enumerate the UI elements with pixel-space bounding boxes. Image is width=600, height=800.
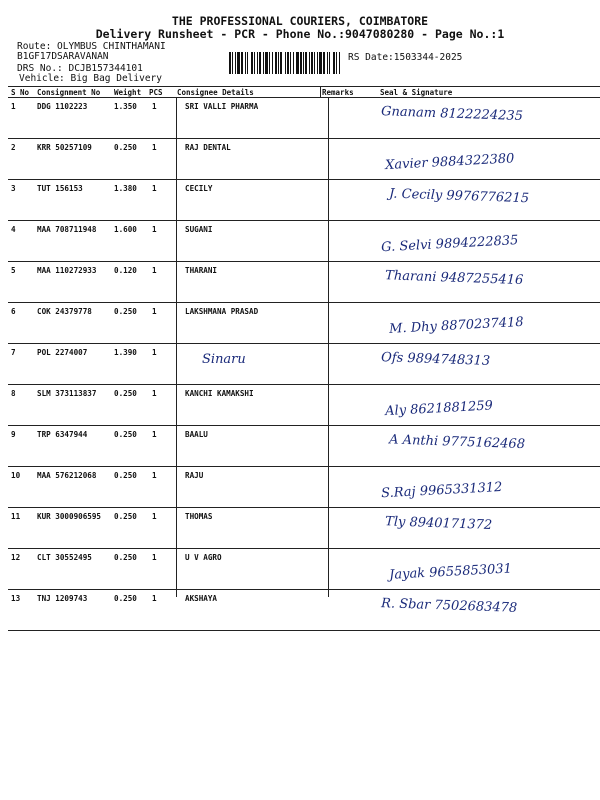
cell-sno: 5 xyxy=(11,266,16,275)
cell-pcs: 1 xyxy=(152,307,157,316)
barcode-image xyxy=(229,52,341,74)
signature-image xyxy=(363,262,600,302)
company-title: THE PROFESSIONAL COURIERS, COIMBATORE xyxy=(171,14,429,28)
signature-image xyxy=(363,98,600,138)
cell-pcs: 1 xyxy=(152,143,157,152)
cell-consignee: SRI VALLI PHARMA xyxy=(185,102,259,111)
svg-text:Jayak 9655853031: Jayak 9655853031 xyxy=(388,561,513,583)
cell-consignment: KRR 50257109 xyxy=(37,143,92,152)
barcode-bar xyxy=(265,52,268,74)
barcode-bar xyxy=(247,52,248,74)
cell-consignment: TNJ 1209743 xyxy=(37,594,88,603)
col-header-weight: Weight xyxy=(114,88,142,97)
barcode-bar xyxy=(285,52,286,74)
table-row xyxy=(8,98,600,139)
barcode-bar xyxy=(272,52,273,74)
cell-pcs: 1 xyxy=(152,471,157,480)
table-row xyxy=(8,426,600,467)
svg-text:Xavier 9884322380: Xavier 9884322380 xyxy=(384,151,515,174)
table-row xyxy=(8,303,600,344)
cell-weight: 1.380 xyxy=(114,184,137,193)
cell-consignment: CLT 30552495 xyxy=(37,553,92,562)
svg-text:Tharani 9487255416: Tharani 9487255416 xyxy=(384,268,524,289)
cell-sno: 3 xyxy=(11,184,16,193)
cell-pcs: 1 xyxy=(152,389,157,398)
signature-image xyxy=(363,549,600,589)
table-row xyxy=(8,590,600,631)
barcode-bar xyxy=(237,52,240,74)
barcode-bar xyxy=(263,52,264,74)
vehicle-label: Vehicle: Big Bag Delivery xyxy=(19,73,162,84)
barcode-bar xyxy=(300,52,302,74)
cell-sno: 11 xyxy=(11,512,21,521)
barcode-bar xyxy=(329,52,330,74)
svg-text:Sinaru: Sinaru xyxy=(202,352,246,367)
cell-consignee: SUGANI xyxy=(185,225,213,234)
cell-weight: 0.250 xyxy=(114,471,137,480)
cell-sno: 4 xyxy=(11,225,16,234)
signature-image xyxy=(363,139,600,179)
cell-weight: 0.250 xyxy=(114,307,137,316)
cell-pcs: 1 xyxy=(152,225,157,234)
cell-weight: 0.250 xyxy=(114,143,137,152)
barcode-bar xyxy=(339,52,340,74)
barcode-bar xyxy=(333,52,335,74)
table-row xyxy=(8,385,600,426)
table-row xyxy=(8,549,600,590)
svg-text:R. Sbar 7502683478: R. Sbar 7502683478 xyxy=(380,596,518,616)
col-header-pcs: PCS xyxy=(149,88,163,97)
svg-text:A Anthi 9775162468: A Anthi 9775162468 xyxy=(388,432,526,453)
cell-pcs: 1 xyxy=(152,348,157,357)
barcode-bar xyxy=(323,52,325,74)
barcode-bar xyxy=(229,52,231,74)
cell-weight: 0.120 xyxy=(114,266,137,275)
cell-pcs: 1 xyxy=(152,512,157,521)
signature-image xyxy=(363,221,600,261)
svg-text:S.Raj 9965331312: S.Raj 9965331312 xyxy=(380,479,503,502)
barcode-bar xyxy=(235,52,236,74)
barcode-bar xyxy=(317,52,318,74)
runsheet-subtitle: Delivery Runsheet - PCR - Phone No.:9047080280 - Page No.:1 xyxy=(95,27,505,41)
cell-consignee: RAJ DENTAL xyxy=(185,143,231,152)
barcode-bar xyxy=(336,52,337,74)
signature-image xyxy=(363,385,600,425)
svg-text:Aly 8621881259: Aly 8621881259 xyxy=(384,398,494,420)
barcode-bar xyxy=(232,52,233,74)
cell-sno: 8 xyxy=(11,389,16,398)
cell-weight: 0.250 xyxy=(114,389,137,398)
barcode-bar xyxy=(245,52,246,74)
signature-image xyxy=(363,590,600,630)
barcode-bar xyxy=(278,52,279,74)
col-header-sno: S No xyxy=(11,88,30,97)
cell-weight: 0.250 xyxy=(114,553,137,562)
svg-text:J. Cecily 9976776215: J. Cecily 9976776215 xyxy=(388,186,530,207)
cell-weight: 1.390 xyxy=(114,348,137,357)
cell-consignee: RAJU xyxy=(185,471,204,480)
cell-weight: 0.250 xyxy=(114,594,137,603)
cell-consignment: POL 2274007 xyxy=(37,348,88,357)
rs-date: RS Date:1503344-2025 xyxy=(348,52,463,63)
table-row xyxy=(8,508,600,549)
barcode-bar xyxy=(327,52,328,74)
cell-sno: 12 xyxy=(11,553,21,562)
cell-consignment: TUT 156153 xyxy=(37,184,83,193)
cell-consignment: KUR 3000906595 xyxy=(37,512,102,521)
cell-weight: 1.350 xyxy=(114,102,137,111)
row-divider xyxy=(8,630,600,631)
svg-text:M. Dhy 8870237418: M. Dhy 8870237418 xyxy=(388,314,525,337)
table-row xyxy=(8,344,600,385)
table-row xyxy=(8,139,600,180)
route-staff-label: B1GF17DSARAVANAN xyxy=(17,51,109,62)
cell-consignee: THOMAS xyxy=(185,512,213,521)
runsheet-table xyxy=(8,86,600,616)
barcode-bar xyxy=(303,52,304,74)
cell-pcs: 1 xyxy=(152,553,157,562)
cell-consignment: TRP 6347944 xyxy=(37,430,88,439)
drs-number: DRS No.: DCJB157344101 xyxy=(17,63,143,74)
cell-weight: 1.600 xyxy=(114,225,137,234)
remarks-divider-top xyxy=(320,86,321,98)
barcode-bar xyxy=(287,52,289,74)
cell-consignee: U V AGRO xyxy=(185,553,222,562)
cell-consignment: DDG 1102223 xyxy=(37,102,88,111)
cell-consignee: KANCHI KAMAKSHI xyxy=(185,389,254,398)
cell-sno: 10 xyxy=(11,471,21,480)
cell-consignee: AKSHAYA xyxy=(185,594,218,603)
cell-consignment: SLM 373113837 xyxy=(37,389,97,398)
cell-weight: 0.250 xyxy=(114,430,137,439)
svg-text:Ofs 9894748313: Ofs 9894748313 xyxy=(380,350,491,369)
signature-image xyxy=(363,180,600,220)
barcode-bar xyxy=(293,52,294,74)
barcode-bar xyxy=(309,52,310,74)
cell-consignee: BAALU xyxy=(185,430,208,439)
cell-sno: 1 xyxy=(11,102,16,111)
barcode-bar xyxy=(305,52,307,74)
cell-sno: 7 xyxy=(11,348,16,357)
table-top-line xyxy=(8,86,600,87)
cell-consignee: LAKSHMANA PRASAD xyxy=(185,307,259,316)
barcode-bar xyxy=(251,52,253,74)
col-header-signature: Seal & Signature xyxy=(380,88,453,97)
cell-sno: 9 xyxy=(11,430,16,439)
cell-pcs: 1 xyxy=(152,184,157,193)
signature-image xyxy=(363,467,600,507)
col-header-consignment: Consignment No xyxy=(37,88,101,97)
col-header-remarks: Remarks xyxy=(322,88,354,97)
cell-weight: 0.250 xyxy=(114,512,137,521)
svg-text:Tly 8940171372: Tly 8940171372 xyxy=(384,514,493,534)
signature-image xyxy=(363,303,600,343)
cell-consignment: MAA 110272933 xyxy=(37,266,97,275)
table-row xyxy=(8,262,600,303)
barcode-bar xyxy=(319,52,322,74)
cell-consignee: CECILY xyxy=(185,184,213,193)
col-header-consignee: Consignee Details xyxy=(177,88,254,97)
svg-text:Gnanam 8122224235: Gnanam 8122224235 xyxy=(380,104,524,125)
cell-pcs: 1 xyxy=(152,102,157,111)
cell-pcs: 1 xyxy=(152,594,157,603)
table-row xyxy=(8,221,600,262)
cell-consignment: MAA 576212068 xyxy=(37,471,97,480)
cell-pcs: 1 xyxy=(152,266,157,275)
cell-consignee: THARANI xyxy=(185,266,218,275)
cell-sno: 2 xyxy=(11,143,16,152)
barcode-bar xyxy=(311,52,313,74)
signature-image xyxy=(363,508,600,548)
barcode-bar xyxy=(314,52,315,74)
signature-image xyxy=(363,344,600,384)
cell-consignment: MAA 708711948 xyxy=(37,225,97,234)
barcode-bar xyxy=(296,52,299,74)
barcode-bar xyxy=(254,52,255,74)
cell-sno: 13 xyxy=(11,594,21,603)
barcode-bar xyxy=(241,52,243,74)
route-label: Route: OLYMBUS CHINTHAMANI xyxy=(17,41,166,52)
barcode-bar xyxy=(269,52,270,74)
cell-sno: 6 xyxy=(11,307,16,316)
barcode-bar xyxy=(290,52,291,74)
barcode-bar xyxy=(275,52,277,74)
cell-pcs: 1 xyxy=(152,430,157,439)
barcode-bar xyxy=(257,52,258,74)
cell-consignment: COK 24379778 xyxy=(37,307,92,316)
table-row xyxy=(8,467,600,508)
barcode-bar xyxy=(259,52,261,74)
signature-image xyxy=(363,426,600,466)
handwritten-consignee-row7 xyxy=(200,349,280,369)
table-row xyxy=(8,180,600,221)
svg-text:G. Selvi 9894222835: G. Selvi 9894222835 xyxy=(380,233,519,256)
barcode-bar xyxy=(280,52,282,74)
